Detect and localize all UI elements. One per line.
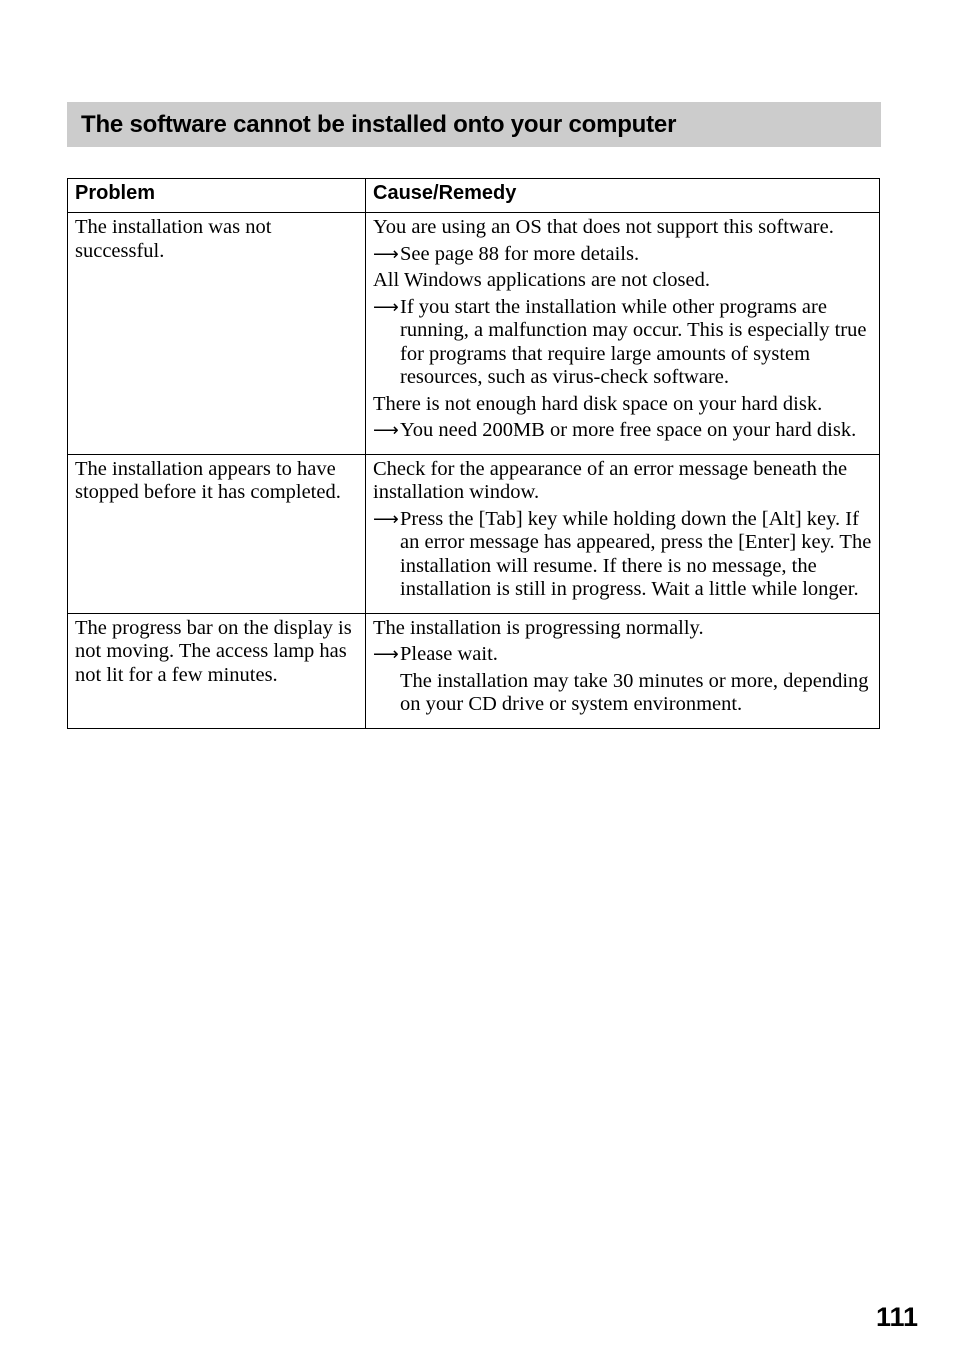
table-row bbox=[68, 613, 880, 728]
arrow-right-icon: ⟶ bbox=[373, 420, 399, 441]
cause-text: All Windows applications are not closed. bbox=[373, 269, 710, 291]
arrow-right-icon: ⟶ bbox=[373, 644, 399, 665]
remedy-text: You need 200MB or more free space on your hard disk. bbox=[400, 419, 857, 441]
cause-text: You are using an OS that does not support this software. bbox=[373, 216, 834, 238]
section-title: The software cannot be installed onto your computer bbox=[81, 110, 677, 138]
table-row bbox=[68, 454, 880, 613]
remedy-item bbox=[373, 419, 872, 443]
remedy-text: See page 88 for more details. bbox=[400, 242, 640, 265]
cause-text: The installation is progressing normally. bbox=[373, 616, 704, 639]
section-header bbox=[67, 102, 881, 147]
cause-remedy-cell bbox=[366, 213, 880, 455]
table-header-row bbox=[68, 179, 880, 213]
table-row bbox=[68, 213, 880, 455]
page-number: 111 bbox=[876, 1302, 919, 1332]
problem-cell: The installation appears to have stopped before it has completed. bbox=[68, 454, 366, 613]
note-text: The installation may take 30 minutes or more, depending on your CD drive or system environment. bbox=[400, 669, 869, 715]
remedy-item bbox=[373, 296, 872, 390]
arrow-right-icon: ⟶ bbox=[373, 508, 399, 530]
cause-text: Check for the appearance of an error message beneath the installation window. bbox=[373, 457, 848, 503]
cause-remedy-cell bbox=[366, 454, 880, 613]
cause-remedy-cell bbox=[366, 613, 880, 728]
arrow-right-icon: ⟶ bbox=[373, 243, 399, 265]
column-header-problem: Problem bbox=[68, 179, 366, 213]
troubleshooting-table bbox=[67, 178, 880, 729]
cause-text: There is not enough hard disk space on your hard disk. bbox=[373, 392, 823, 415]
column-header-cause-remedy: Cause/Remedy bbox=[366, 179, 880, 213]
table-body bbox=[68, 213, 880, 729]
problem-cell: The progress bar on the display is not moving. The access lamp has not lit for a few minutes. bbox=[68, 613, 366, 728]
remedy-text: Press the [Tab] key while holding down the [Alt] key. If an error message has appeared, press the [Enter] key. The installation will resume. If there is no message, the installation is still in progress. Wait a little while longer. bbox=[400, 507, 872, 600]
remedy-item bbox=[373, 508, 872, 602]
remedy-text: If you start the installation while other programs are running, a malfunction may occur. This is especially true for programs that require large amounts of system resources, such as virus-check software. bbox=[400, 295, 867, 388]
remedy-item bbox=[373, 243, 872, 267]
remedy-note bbox=[373, 670, 872, 717]
remedy-item bbox=[373, 643, 872, 667]
problem-cell: The installation was not successful. bbox=[68, 213, 366, 455]
remedy-text: Please wait. bbox=[400, 643, 498, 665]
arrow-right-icon: ⟶ bbox=[373, 296, 399, 318]
